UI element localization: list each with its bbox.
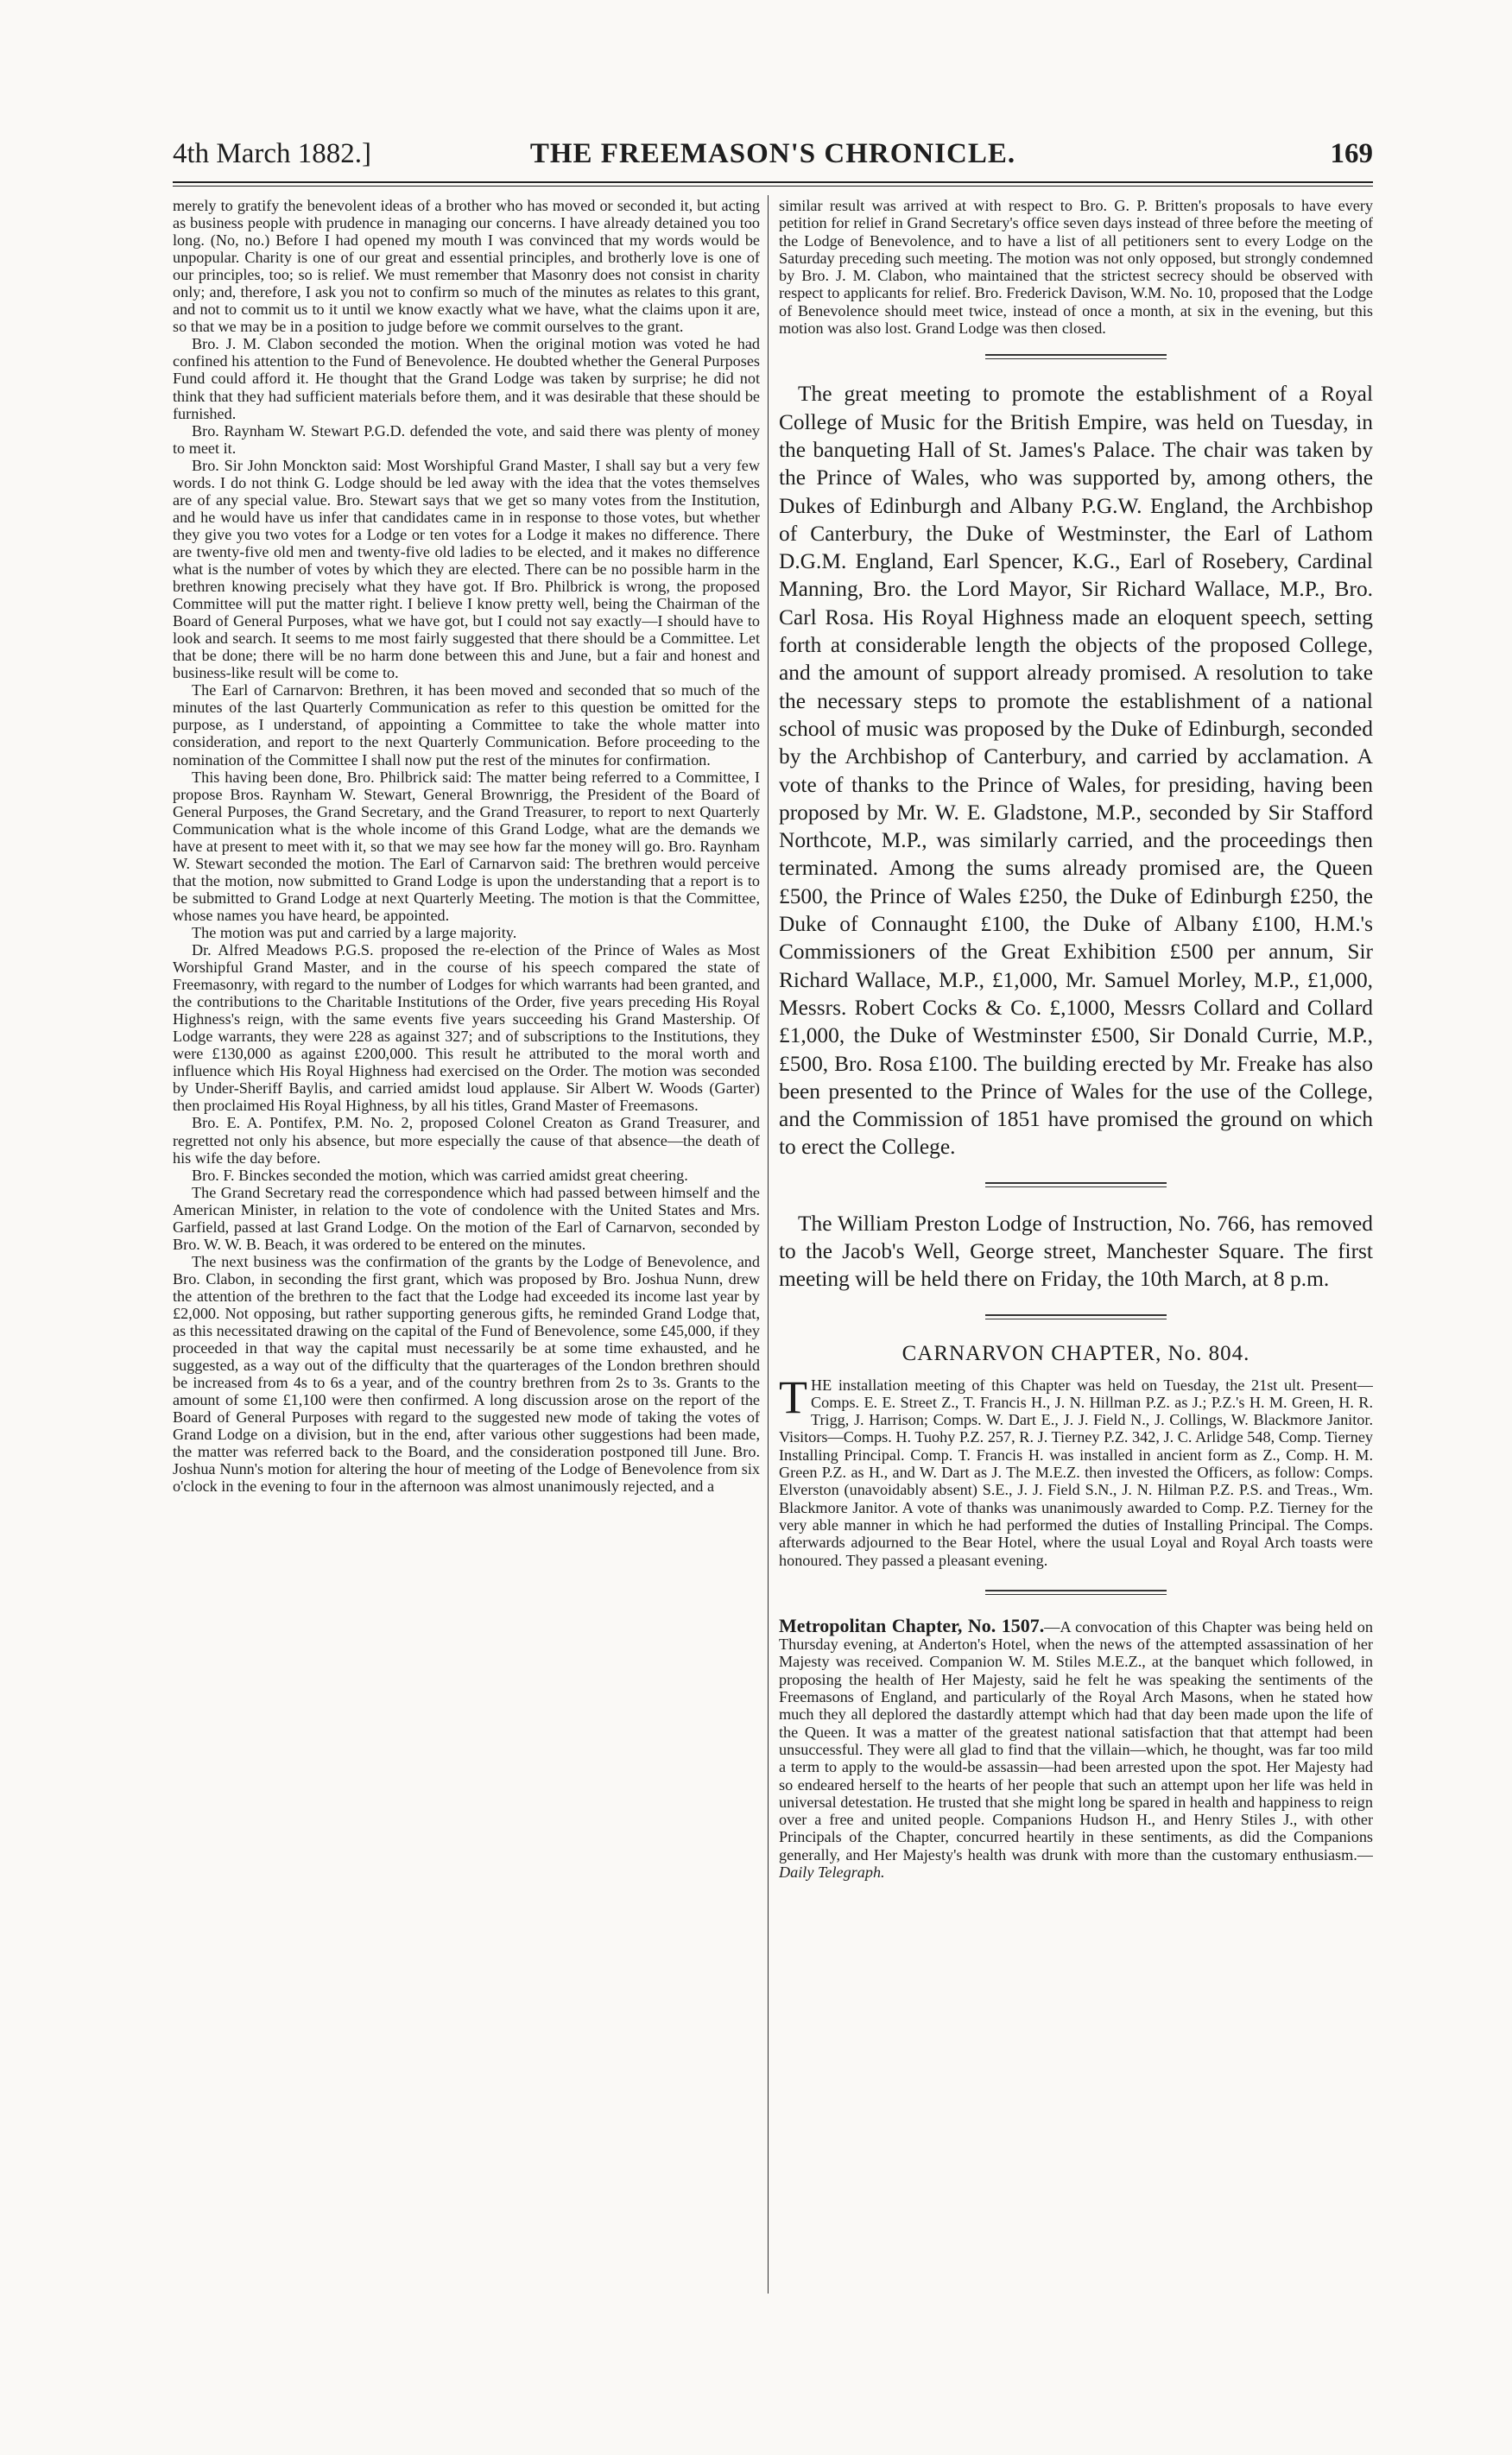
metropolitan-chapter-article: [779, 1614, 1373, 1881]
paragraph-text: HE installation meeting of this Chapter was held on Tuesday, the 21st ult. Present—Comps. E. E. Street Z., T. Francis H., J. N. Hillman P.Z. as J.; P.Z.'s H. M. Green, H. R. Trigg, J. Harrison; Comps. W. Dart E., J. J. Field N., J. Collings, W. Blackmore Janitor. Visitors—Comps. H. Tuohy P.Z. 257, R. J. Tierney P.Z. 342, J. C. Arlidge 548, Comp. Tierney Installing Principal. Comp. T. Francis H. was installed in ancient form as Z., Comp. H. M. Green P.Z. as H., and W. Dart as J. The M.E.Z. then invested the Officers, as follow: Comps. Elverston (unavoidably absent) S.E., J. J. Field S.N., J. N. Hilman P.Z. P.S. and Treas., Wm. Blackmore Janitor. A vote of thanks was unanimously awarded to Comp. P.Z. Tierney for the very able manner in which he had performed the duties of Installing Principal. The Comps. afterwards adjourned to the Bear Hotel, where the usual Loyal and Royal Arch toasts were honoured. They passed a pleasant evening.: [779, 1376, 1373, 1569]
section-heading: CARNARVON CHAPTER, No. 804.: [902, 1341, 1250, 1365]
paragraph: The William Preston Lodge of Instruction, No. 766, has removed to the Jacob's Well, George street, Manchester Square. The first meeting will be held there on Friday, the 10th March, at 8 p.m.: [779, 1211, 1373, 1292]
grand-lodge-continuation: [779, 197, 1373, 337]
page-header: [173, 136, 1373, 171]
paragraph: similar result was arrived at with respect to Bro. G. P. Britten's proposals to have every petition for relief in Grand Secretary's office seven days instead of three before the meeting of the Lodge of Benevolence, and to have a list of all petitioners sent to every Lodge on the Saturday preceding such meeting. The motion was not only opposed, but strongly condemned by Bro. J. M. Clabon, who maintained that the strictest secrecy should be observed with respect to applicants for relief. Bro. Frederick Davison, W.M. No. 10, proposed that the Lodge of Benevolence should meet twice, instead of once a month, at six in the evening, but this motion was also lost. Grand Lodge was then closed.: [779, 197, 1373, 338]
source-credit: Daily Telegraph.: [779, 1863, 885, 1881]
paragraph: The Grand Secretary read the correspondence which had passed between himself and the American Minister, in relation to the vote of condolence with the United States and Mrs. Garfield, passed at last Grand Lodge. On the motion of the Earl of Carnarvon, seconded by Bro. W. W. B. Beach, it was ordered to be entered on the minutes.: [173, 1183, 760, 1253]
william-preston-notice: [779, 1210, 1373, 1294]
publication-title: THE FREEMASON'S CHRONICLE.: [529, 138, 1016, 169]
paragraph: The Earl of Carnarvon: Brethren, it has been moved and seconded that so much of the minutes of the last Quarterly Communication as refer to this question be omitted for the purpose, as I understand, of appointing a Committee to take the whole matter into consideration, and report to the next Quarterly Communication. Before proceeding to the nomination of the Committee I shall now put the rest of the minutes for confirmation.: [173, 681, 760, 769]
paragraph: This having been done, Bro. Philbrick said: The matter being referred to a Committee, I propose Bros. Raynham W. Stewart, General Brownrigg, the President of the Board of General Purposes, the Grand Secretary, and the Grand Treasurer, to report to next Quarterly Communication what is the whole income of this Grand Lodge, what are the demands we have at present to meet with it, so that we may see how far the money will go. Bro. Raynham W. Stewart seconded the motion. The Earl of Carnarvon said: The brethren would perceive that the motion, now submitted to Grand Lodge is upon the understanding that a report is to be submitted to Grand Lodge at next Quarterly Meeting. The motion is that the Committee, whose names you have heard, be appointed.: [173, 768, 760, 924]
paragraph: The next business was the confirmation of the grants by the Lodge of Benevolence, and Bro. Clabon, in seconding the first grant, which was proposed by Bro. Joshua Nunn, drew the attention of the brethren to the fact that the Lodge had exceeded its income last year by £2,000. Not opposing, but rather supporting generous gifts, he reminded Grand Lodge that, as this necessitated drawing on the capital of the Fund of Benevolence, some £45,000, if they proceeded in that way the capital must necessarily be at some time exhausted, and he suggested, as a way out of the difficulty that the quarterages of the London brethren should be increased from 4s to 6s a year, and of the country brethren from 2s to 3s. Grants to the amount of some £1,100 were then confirmed. A long discussion arose on the report of the Board of General Purposes with regard to the suggested new mode of taking the votes of Grand Lodge on a division, but in the end, after various other suggestions had been made, the matter was referred back to the Board, and the consideration postponed till June. Bro. Joshua Nunn's motion for altering the hour of meeting of the Lodge of Benevolence from six o'clock in the evening to four in the afternoon was almost unanimously rejected, and a: [173, 1252, 760, 1496]
header-rule-thin: [173, 186, 1373, 187]
paragraph: Bro. E. A. Pontifex, P.M. No. 2, proposed Colonel Creaton as Grand Treasurer, and regretted not only his absence, but more especially the cause of that absence—the death of his wife the day before.: [173, 1114, 760, 1167]
drop-cap: T: [779, 1370, 807, 1423]
paragraph: Bro. J. M. Clabon seconded the motion. When the original motion was voted he had confined his attention to the Fund of Benevolence. He doubted whether the General Purposes Fund could afford it. He thought that the Grand Lodge was taken by surprise; he did not think that they had sufficient materials before them, and it was desirable that these should be furnished.: [173, 335, 760, 422]
article-body: [779, 1370, 1373, 1569]
section-separator: [985, 1314, 1167, 1319]
paragraph: Bro. F. Binckes seconded the motion, which was carried amidst great cheering.: [192, 1166, 688, 1184]
header-rule: [173, 181, 1373, 183]
paragraph: Bro. Sir John Monckton said: Most Worshipful Grand Master, I shall say but a very few words. I do not think G. Lodge should be led away with the idea that the votes themselves are of any special value. Bro. Stewart says that we get so many votes from the Institution, and he would have us infer that candidates came in in response to those votes, but whether they give you two votes for a Lodge or ten votes for a Lodge it makes no difference. There are twenty-five old men and twenty-five old ladies to be elected, and it makes no difference what is the number of votes by which they are elected. There can be no possible harm in the brethren knowing precisely what they have got. If Bro. Philbrick is wrong, the proposed Committee will put the matter right. I believe I know pretty well, being the Chairman of the Board of General Purposes, what we have got, but I could not say exactly—I should have to look and search. It seems to me most fairly suggested that there should be a Committee. Let that be done; there will be no harm done between this and June, but a fair and honest and business-like result will be come to.: [173, 456, 760, 682]
left-column: [173, 197, 760, 2287]
column-divider: [768, 195, 769, 2294]
article-lead: Metropolitan Chapter, No. 1507.: [779, 1614, 1045, 1636]
carnarvon-chapter-article: [779, 1342, 1373, 1569]
paragraph: The motion was put and carried by a large majority.: [192, 923, 517, 941]
paragraph: merely to gratify the benevolent ideas of a brother who has moved or seconded it, but acting as business people with prudence in managing our concerns. I have already detained you too long. (No, no.) Before I had opened my mouth I was convinced that my words would be unpopular. Charity is one of our great and essential principles, and brotherly love is one of our principles, too; so is relief. We must remember that Masonry does not consist in charity only; and, therefore, I ask you not to confirm so much of the minutes as relates to this grant, and not to commit us to it until we know exactly what we have, what the claims upon it are, so that we may be in a position to judge before we commit ourselves to the grant.: [173, 197, 760, 336]
issue-date: 4th March 1882.]: [173, 138, 372, 169]
section-separator: [985, 1590, 1167, 1595]
paragraph: [779, 1370, 1373, 1569]
royal-college-article: [779, 380, 1373, 1161]
paragraph: Bro. Raynham W. Stewart P.G.D. defended the vote, and said there was plenty of money to meet it.: [173, 421, 760, 457]
section-separator: [985, 354, 1167, 359]
paragraph: The great meeting to promote the establishment of a Royal College of Music for the British Empire, was held on Tuesday, in the banqueting Hall of St. James's Palace. The chair was taken by the Prince of Wales, who was supported by, among others, the Dukes of Edinburgh and Albany P.G.W. England, the Archbishop of Canterbury, the Duke of Westminster, the Earl of Lathom D.G.M. England, Earl Spencer, K.G., Earl of Rosebery, Cardinal Manning, Bro. the Lord Mayor, Sir Richard Wallace, M.P., Bro. Carl Rosa. His Royal Highness made an eloquent speech, setting forth at considerable length the objects of the proposed College, and the amount of support already promised. A resolution to take the necessary steps to promote the establishment of a national school of music was proposed by the Duke of Edinburgh, seconded by the Archbishop of Canterbury, and carried by acclamation. A vote of thanks to the Prince of Wales, for presiding, having been proposed by Mr. W. E. Gladstone, M.P., seconded by Sir Stafford Northcote, M.P., was similarly carried, and the proceedings then terminated. Among the sums already promised are, the Queen £500, the Prince of Wales £250, the Duke of Edinburgh £250, the Duke of Connaught £100, the Duke of Albany £100, H.M.'s Commissioners of the Great Exhibition £500 per annum, Sir Richard Wallace, M.P., £1,000, Mr. Samuel Morley, M.P., £1,000, Messrs. Robert Cocks & Co. £,1000, Messrs Collard and Collard £1,000, the Duke of Westminster £500, Sir Donald Currie, M.P., £500, Bro. Rosa £100. The building erected by Mr. Freake has also been presented to the Prince of Wales for the use of the College, and the Commission of 1851 have promised the ground on which to erect the College.: [779, 382, 1373, 1160]
right-column: [779, 197, 1373, 2287]
section-separator: [985, 1182, 1167, 1187]
paragraph: Dr. Alfred Meadows P.G.S. proposed the re-election of the Prince of Wales as Most Worshipful Grand Master, and in the course of his speech compared the state of Freemasonry, with regard to the number of Lodges for which warrants had been granted, and the contributions to the Charitable Institutions of the Order, five years preceding His Royal Highness's reign, with the same events five years succeeding his Grand Mastership. Of Lodge warrants, they were 228 as against 327; and of subscriptions to the Institutions, they were £130,000 as against £200,000. This result he attributed to the moral worth and influence which His Royal Highness had exercised on the Order. The motion was seconded by Under-Sheriff Baylis, and carried amidst loud applause. Sir Albert W. Woods (Garter) then proclaimed His Royal Highness, by all his titles, Grand Master of Freemasons.: [173, 941, 760, 1115]
page-number: 169: [1330, 138, 1373, 169]
paragraph: [779, 1614, 1373, 1881]
paragraph-text: —A convocation of this Chapter was being held on Thursday evening, at Anderton's Hotel, when the news of the attempted assassination of her Majesty was received. Companion W. M. Stiles M.E.Z., at the banquet which followed, in proposing the health of Her Majesty, said he felt he was speaking the sentiments of the Freemasons of England, and particularly of the Royal Arch Masons, when he stated how much they all deplored the dastardly attempt which had that day been made upon the life of the Queen. It was a matter of the greatest national satisfaction that that attempt had been unsuccessful. They were all glad to find that the villain—which, he thought, was far too mild a term to apply to the would-be assassin—had been arrested upon the spot. Her Majesty had so endeared herself to the hearts of her people that such an attempt upon her life was held in universal detestation. He trusted that she might long be spared in health and happiness to reign over a free and united people. Companions Hudson H., and Henry Stiles J., with other Principals of the Chapter, concurred heartily in these sentiments, as did the Companions generally, and Her Majesty's health was drunk with more than the customary enthusiasm.—: [779, 1617, 1373, 1863]
